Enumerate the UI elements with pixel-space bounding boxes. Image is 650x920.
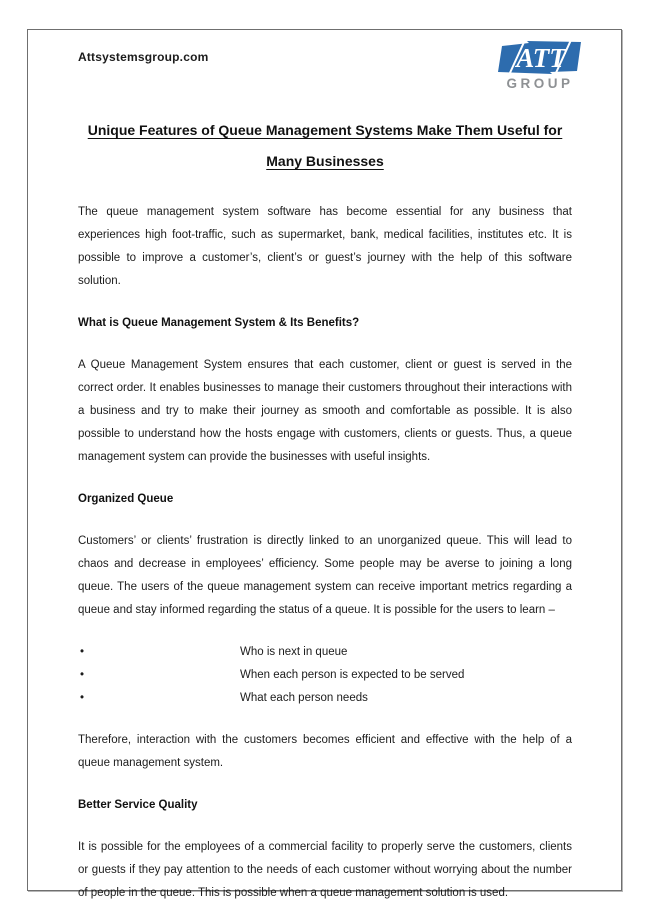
paragraph-qms-benefits: A Queue Management System ensures that each customer, client or guest is served in the correct order. It enables businesses to manage their customers throughout their interactions with a business and try to make their journey as smooth and comfortable as possible. It is also possible to understand how the hosts engage with customers, clients or guests. Thus, a queue management system can provide the businesses with useful insights. bbox=[78, 359, 572, 463]
title-line-2: Many Businesses bbox=[266, 153, 384, 169]
list-item bbox=[78, 664, 572, 687]
bullet-icon: • bbox=[80, 692, 85, 704]
paragraph-intro: The queue management system software has become essential for any business that experiences high foot-traffic, such as supermarket, bank, medical facilities, institutes etc. It is possible to improve a customer’s, client’s or guest’s journey with the help of this software solution. bbox=[78, 206, 572, 287]
document-content bbox=[28, 115, 621, 905]
bullet-icon: • bbox=[80, 669, 85, 681]
bullet-text: Who is next in queue bbox=[240, 646, 348, 658]
heading-better-service: Better Service Quality bbox=[78, 799, 198, 811]
page-header bbox=[28, 30, 621, 91]
list-item bbox=[78, 687, 572, 710]
queue-info-bullet-list bbox=[78, 641, 572, 710]
list-item bbox=[78, 641, 572, 664]
heading-what-is-qms: What is Queue Management System & Its Benefits? bbox=[78, 317, 360, 329]
title-line-1: Unique Features of Queue Management Systems Make Them Useful for bbox=[87, 122, 563, 138]
logo-subtitle: GROUP bbox=[506, 76, 574, 91]
document-page bbox=[27, 29, 622, 899]
company-logo bbox=[495, 40, 585, 91]
document-title bbox=[78, 115, 572, 177]
bullet-text: What each person needs bbox=[240, 692, 368, 704]
bullet-text: When each person is expected to be served bbox=[240, 669, 465, 681]
att-logo-icon bbox=[495, 40, 585, 76]
paragraph-better-service: It is possible for the employees of a commercial facility to properly serve the customers, clients or guests if they pay attention to the needs of each customer without worrying about the number of people in the queue. This is possible when a queue management solution is used. bbox=[78, 841, 572, 899]
paragraph-organized-queue: Customers’ or clients’ frustration is directly linked to an unorganized queue. This will lead to chaos and decrease in employees’ efficiency. Some people may be averse to joining a long queue. The users of the queue management system can receive important metrics regarding a queue and stay informed regarding the status of a queue. It is possible for the users to learn – bbox=[78, 535, 572, 616]
paragraph-after-bullets: Therefore, interaction with the customers becomes efficient and effective with the help of a queue management system. bbox=[78, 734, 572, 769]
bullet-icon: • bbox=[80, 646, 85, 658]
site-name: Attsystemsgroup.com bbox=[78, 50, 209, 64]
heading-organized-queue: Organized Queue bbox=[78, 493, 174, 505]
logo-brand-text: ATT bbox=[516, 43, 566, 73]
